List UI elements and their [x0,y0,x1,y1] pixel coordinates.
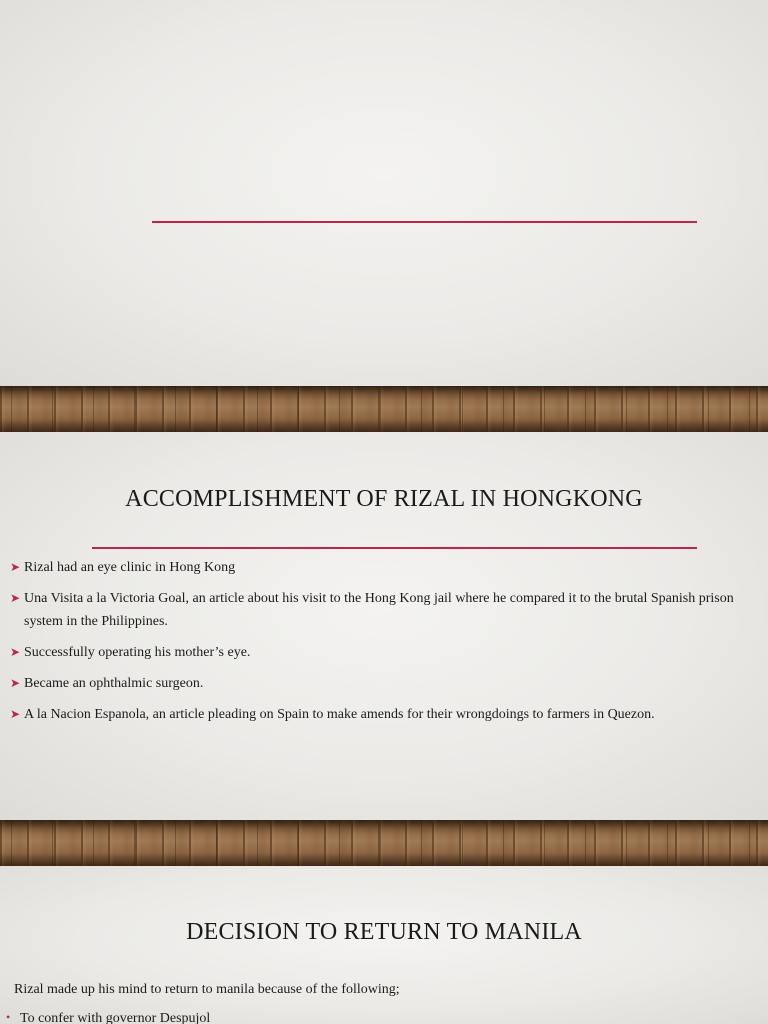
list-item-text: Became an ophthalmic surgeon. [24,676,204,691]
list-item-text: Rizal had an eye clinic in Hong Kong [24,560,236,575]
list-item [10,672,758,695]
arrow-bullet-icon: ➤ [10,560,21,574]
slide-title: DECISION TO RETURN TO MANILA [186,919,582,945]
arrow-bullet-icon: ➤ [10,707,21,721]
accomplishment-list [10,556,758,734]
wood-floor-divider [0,820,768,866]
title-underline [92,547,697,549]
arrow-bullet-icon: ➤ [10,591,21,605]
slide-3 [0,866,768,1024]
list-item [10,703,758,726]
title-underline [152,221,697,223]
list-item [10,556,758,579]
slide-title: ACCOMPLISHMENT OF RIZAL IN HONGKONG [125,486,643,512]
list-item-text: Successfully operating his mother’s eye. [24,645,251,660]
list-item-text: Una Visita a la Victoria Goal, an article about his visit to the Hong Kong jail where he compared it to the brutal Spanish prison system in the Philippines. [24,591,734,629]
list-item-text: A la Nacion Espanola, an article pleading on Spain to make amends for their wrongdoings to farmers in Quezon. [24,707,655,722]
intro-text: Rizal made up his mind to return to manila because of the following; [14,982,400,997]
dot-bullet-icon: • [6,1010,11,1024]
arrow-bullet-icon: ➤ [10,676,21,690]
list-item [10,587,758,633]
arrow-bullet-icon: ➤ [10,645,21,659]
list-item-text: To confer with governor Despujol [20,1011,211,1024]
slide-1 [0,0,768,386]
wood-floor-divider [0,386,768,432]
list-item [10,641,758,664]
